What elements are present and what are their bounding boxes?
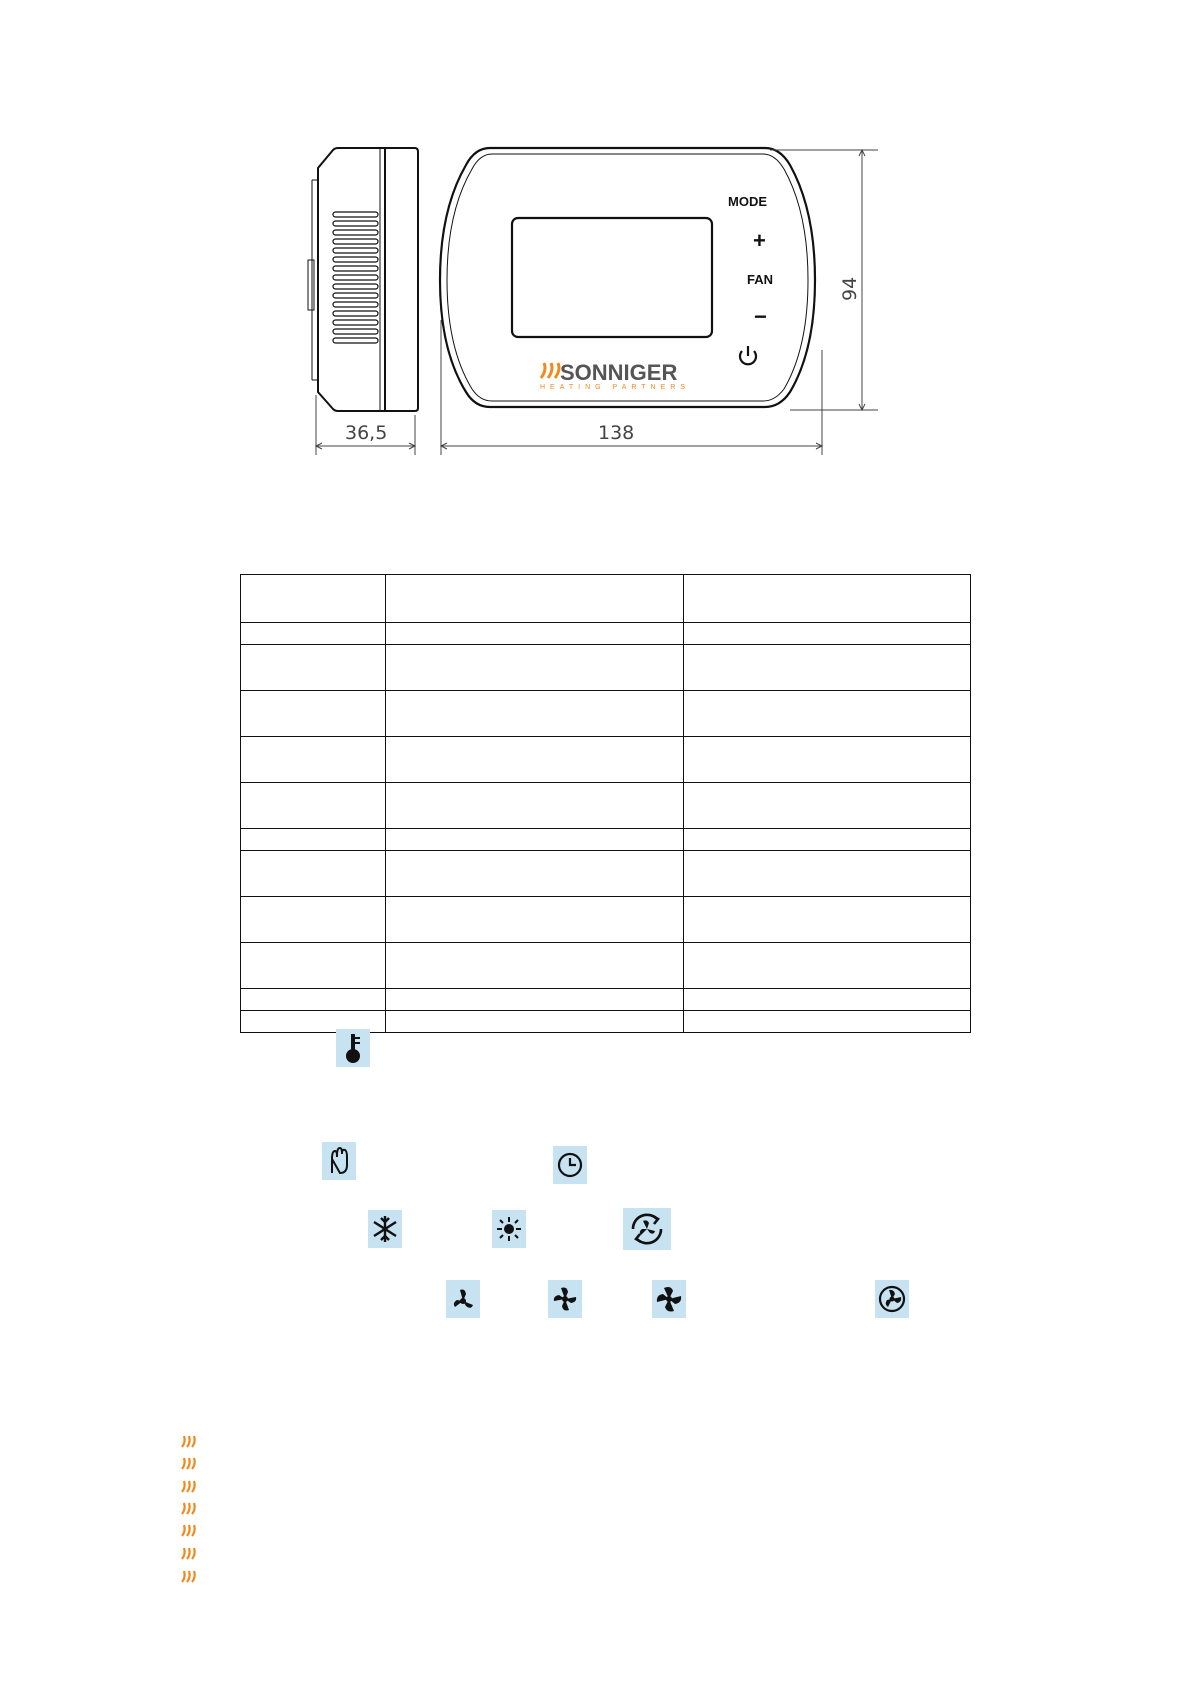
table-cell xyxy=(241,829,386,851)
table-cell xyxy=(684,989,971,1011)
table-cell xyxy=(241,575,386,623)
table-cell xyxy=(241,851,386,897)
clock-icon xyxy=(553,1146,587,1184)
fan-auto-icon xyxy=(875,1280,909,1318)
brand-mark-icon xyxy=(180,1479,196,1493)
table-cell xyxy=(241,897,386,943)
table-cell xyxy=(684,623,971,645)
brand-mark-icon xyxy=(180,1456,196,1470)
table-row xyxy=(241,575,971,623)
dimension-depth: 36,5 xyxy=(345,422,388,444)
brand-mark-icon xyxy=(180,1501,196,1515)
table-cell xyxy=(386,943,684,989)
table-cell xyxy=(241,989,386,1011)
table-cell xyxy=(684,783,971,829)
plus-button: + xyxy=(753,228,766,253)
table-cell xyxy=(241,737,386,783)
table-cell xyxy=(241,623,386,645)
table-cell xyxy=(386,989,684,1011)
table-cell xyxy=(684,1011,971,1033)
table-cell xyxy=(684,575,971,623)
table-cell xyxy=(386,783,684,829)
table-row xyxy=(241,737,971,783)
brand-mark-icon xyxy=(180,1523,196,1537)
mode-button-label: MODE xyxy=(728,194,767,209)
table-row xyxy=(241,851,971,897)
table-cell xyxy=(241,943,386,989)
table-row xyxy=(241,783,971,829)
dimension-width: 138 xyxy=(598,422,635,444)
fan-button-label: FAN xyxy=(747,272,773,287)
dimension-height: 94 xyxy=(839,276,861,301)
brand-name: SONNIGER xyxy=(560,360,678,385)
side-view xyxy=(308,148,418,411)
thermometer-key-icon xyxy=(336,1029,370,1067)
brand-mark-icon xyxy=(180,1434,196,1448)
table-cell xyxy=(684,645,971,691)
brand-mark-icon xyxy=(180,1546,196,1560)
table-row xyxy=(241,897,971,943)
table-row xyxy=(241,645,971,691)
fan-high-icon xyxy=(652,1280,686,1318)
power-icon xyxy=(740,346,756,364)
table-cell xyxy=(684,897,971,943)
table-cell xyxy=(241,783,386,829)
table-cell xyxy=(241,691,386,737)
table-cell xyxy=(386,737,684,783)
table-cell xyxy=(684,737,971,783)
table-cell xyxy=(684,943,971,989)
table-cell xyxy=(684,829,971,851)
table-row xyxy=(241,691,971,737)
table-cell xyxy=(386,851,684,897)
manual-hand-icon xyxy=(322,1142,356,1180)
brand-logo xyxy=(540,360,690,391)
table-row xyxy=(241,989,971,1011)
minus-button: − xyxy=(754,304,767,329)
table-row xyxy=(241,829,971,851)
dimension-lines xyxy=(316,150,878,455)
sun-icon xyxy=(492,1210,526,1248)
device-technical-drawing xyxy=(0,0,1191,470)
table-cell xyxy=(386,1011,684,1033)
brand-mark-icon xyxy=(180,1569,196,1583)
auto-fan-icon xyxy=(623,1208,671,1250)
table-row xyxy=(241,943,971,989)
table-cell xyxy=(684,851,971,897)
table-cell xyxy=(241,645,386,691)
table-cell xyxy=(386,645,684,691)
specification-table xyxy=(240,574,971,1033)
table-cell xyxy=(386,575,684,623)
fan-medium-icon xyxy=(548,1280,582,1318)
brand-tagline: HEATING PARTNERS xyxy=(540,384,691,391)
table-cell xyxy=(386,897,684,943)
snowflake-icon xyxy=(368,1210,402,1248)
brand-mark-icon xyxy=(541,363,559,378)
table-cell xyxy=(684,691,971,737)
table-cell xyxy=(386,829,684,851)
table-row xyxy=(241,623,971,645)
table-cell xyxy=(386,623,684,645)
table-cell xyxy=(386,691,684,737)
fan-low-icon xyxy=(446,1280,480,1318)
